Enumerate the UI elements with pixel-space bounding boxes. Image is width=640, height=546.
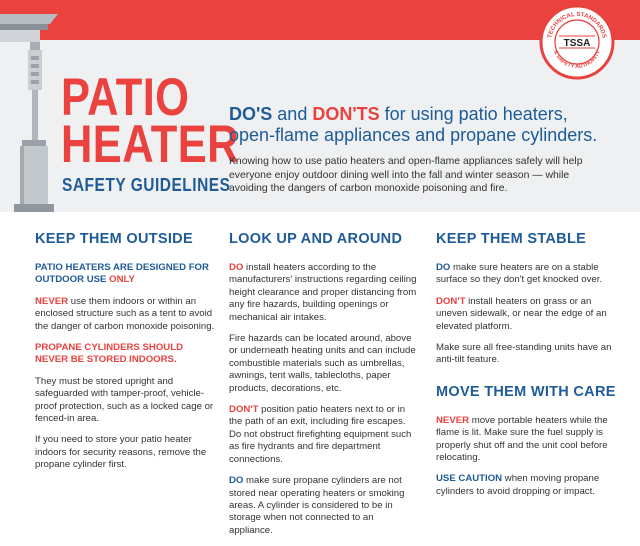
seal-top-text: TECHNICAL STANDARDS (547, 11, 607, 39)
col2-p1-keyword: DO (229, 262, 244, 273)
patio-heater-illustration (0, 0, 60, 212)
title-subtitle: SAFETY GUIDELINES (62, 175, 231, 195)
col3-p3: Make sure all free-standing units have an anti-tilt feature. (436, 342, 612, 366)
col3-p2-keyword: DON'T (436, 295, 466, 307)
col1-p1-text: PATIO HEATERS ARE DESIGNED FOR OUTDOOR USE (35, 262, 209, 286)
col3-p4 (436, 415, 618, 465)
headline-and: and (272, 104, 313, 124)
headline-rest: for using patio heaters, (379, 104, 568, 124)
col2-p4-text: make sure propane cylinders are not stored near operating heaters or smoking areas. A cylinder is considered to be in storage when not connected to an appliance. (229, 475, 405, 536)
headline-line-1 (229, 104, 568, 124)
col3-p2 (436, 296, 618, 333)
col2-p3 (229, 404, 419, 466)
intro-paragraph: Knowing how to use patio heaters and open-flame appliances safely will help everyone enjoy outdoor dining well into the fall and winter season — while avoiding the dangers of carbon monoxide poisoning and fire. (229, 156, 583, 195)
col2-p1-text: install heaters according to the manufacturers' instructions regarding ceiling height clearance and proper distancing from any fire hazards, building openings or mechanical air intakes. (229, 262, 417, 323)
col1-p1 (35, 262, 215, 287)
title-heater: HEATER (61, 115, 239, 174)
col3-p5-text: when moving propane cylinders to avoid dropping or impact. (436, 473, 600, 497)
col3-p5 (436, 473, 618, 498)
col3-p4-text: move portable heaters while the flame is lit. Make sure the fuel supply is properly shut off and the unit cool before relocating. (436, 414, 608, 464)
headline-donts: DON'TS (312, 104, 380, 124)
col3-p4-keyword: NEVER (436, 414, 470, 426)
col2-p3-text: position patio heaters next to or in the path of an exit, including fire escapes. Do not obstruct firefighting equipment such as fire hydrants and fire department connections. (229, 404, 412, 465)
tssa-seal (539, 4, 615, 80)
heading-keep-them-stable: KEEP THEM STABLE (436, 231, 587, 247)
col2-p2: Fire hazards can be located around, above or underneath heating units and can include combustible materials such as umbrellas, awnings, tent walls, tablecloths, paper products, decorations, etc. (229, 333, 416, 394)
col3-p1-text: make sure heaters are on a stable surface so they don't get knocked over. (436, 262, 603, 286)
seal-name: TSSA (563, 38, 591, 49)
col1-p5: If you need to store your patio heater indoors for security reasons, remove the propane cylinder first. (35, 434, 207, 471)
headline-line-2: open-flame appliances and propane cylinders. (229, 125, 598, 145)
heading-move-them-with-care: MOVE THEM WITH CARE (436, 383, 616, 400)
col2-p3-keyword: DON'T (229, 404, 259, 416)
col3-p1-keyword: DO (436, 262, 451, 273)
heading-keep-them-outside: KEEP THEM OUTSIDE (35, 231, 193, 247)
col1-p2-text: use them indoors or within an enclosed structure such as a tent to avoid the danger of carbon monoxide poisoning. (35, 295, 215, 332)
column-look-up (229, 230, 419, 546)
title-patio: PATIO (61, 68, 190, 127)
column-keep-stable (436, 230, 618, 507)
heading-look-up-and-around: LOOK UP AND AROUND (229, 231, 403, 247)
col1-p4: They must be stored upright and safeguarded with tamper-proof, vehicle-proof protection, such as a locked cage or fenced-in area. (35, 375, 214, 425)
col3-p1 (436, 262, 618, 287)
headline-dos: DO'S (229, 104, 273, 124)
col2-p1 (229, 262, 419, 324)
col1-p2-keyword: NEVER (35, 295, 69, 307)
col1-p3: PROPANE CYLINDERS SHOULD NEVER BE STORED INDOORS. (35, 342, 184, 366)
seal-bottom-text: & SAFETY AUTHORITY (552, 49, 602, 71)
col1-p2 (35, 296, 215, 333)
column-keep-outside (35, 230, 215, 481)
col3-p2-text: install heaters on grass or an uneven sidewalk, or near the edge of an elevated platform. (436, 295, 607, 332)
col1-p1-only: ONLY (109, 274, 135, 286)
col2-p4-keyword: DO (229, 475, 244, 487)
col2-p4 (229, 475, 419, 537)
col3-p5-keyword: USE CAUTION (436, 473, 503, 485)
